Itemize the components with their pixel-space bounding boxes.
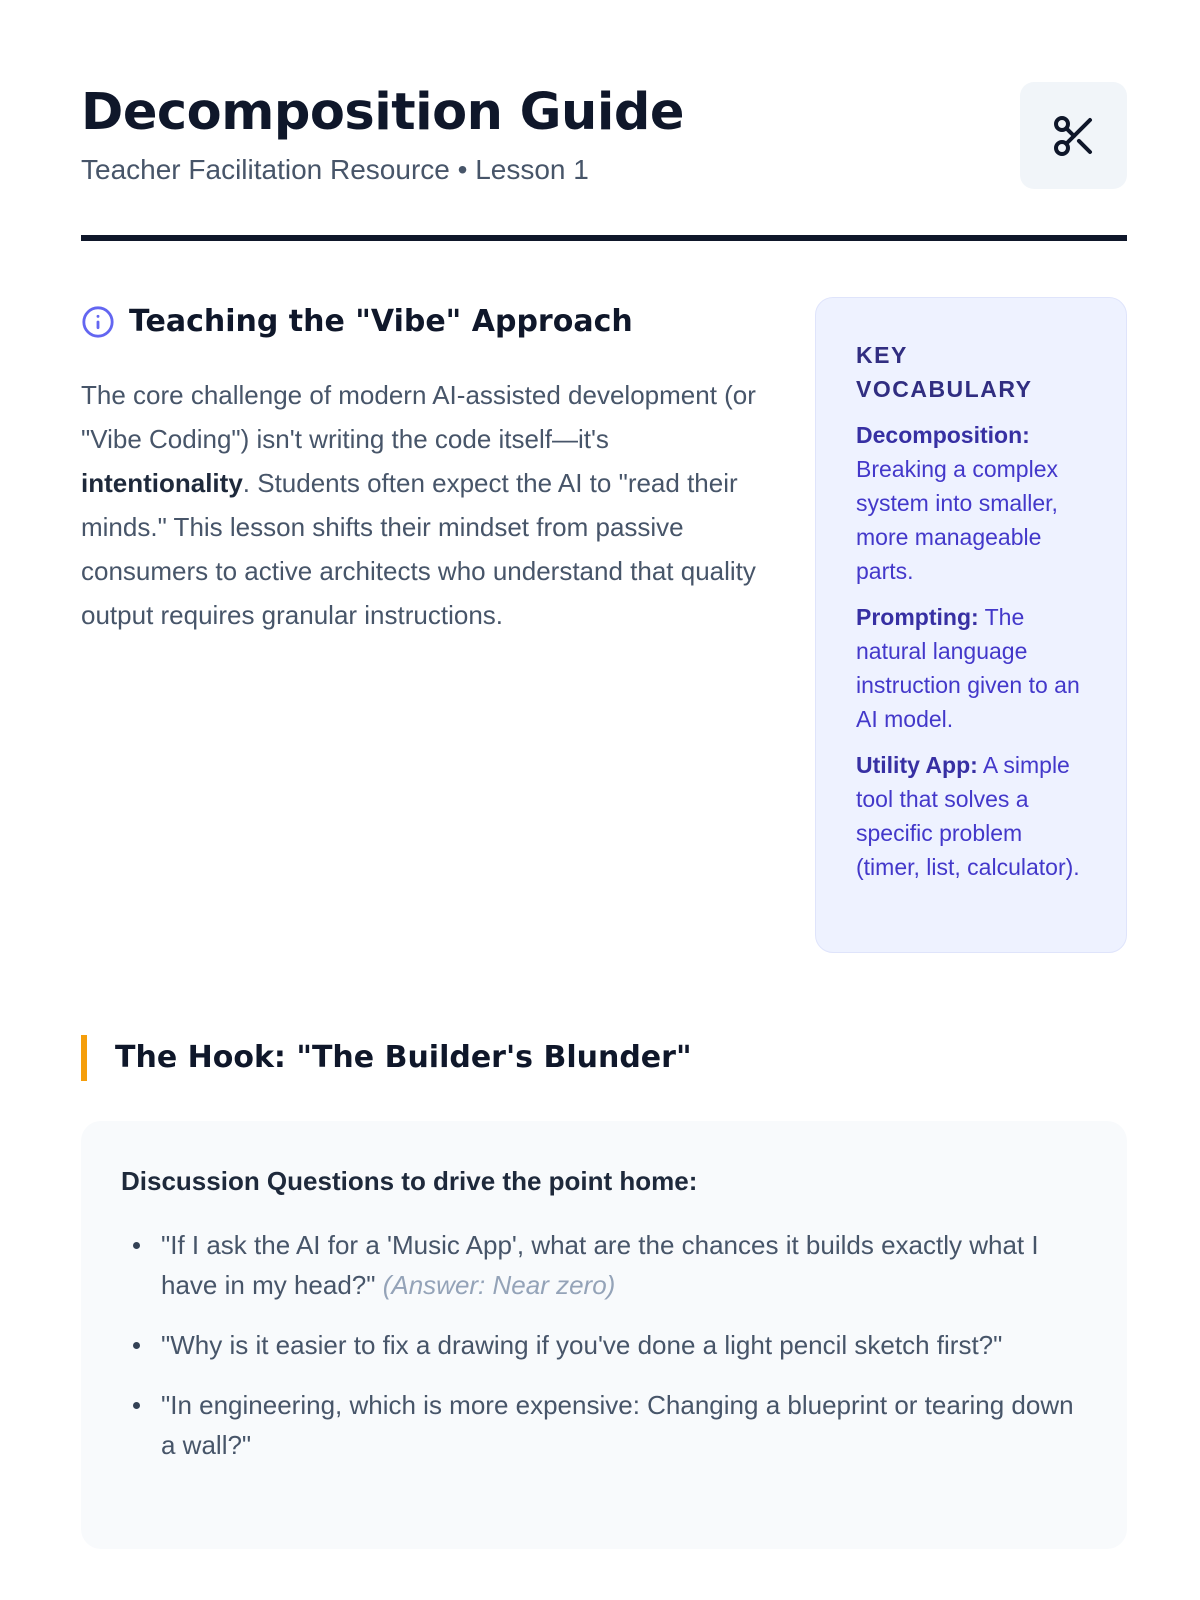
vocabulary-term: Utility App: bbox=[856, 752, 978, 778]
header-divider bbox=[81, 235, 1127, 241]
guide-page bbox=[81, 80, 1127, 1460]
intro-text-bold: intentionality bbox=[81, 468, 243, 498]
question-text: "In engineering, which is more expensive: Changing a blueprint or tearing down a wall?" bbox=[161, 1390, 1074, 1460]
vocabulary-definition: Breaking a complex system into smaller, more manageable parts. bbox=[856, 456, 1058, 584]
vocabulary-title: KEY VOCABULARY bbox=[856, 342, 1033, 402]
question-answer: (Answer: Near zero) bbox=[382, 1270, 616, 1300]
vocabulary-item bbox=[856, 418, 1090, 588]
discussion-questions-list bbox=[121, 1225, 1087, 1465]
intro-section bbox=[81, 297, 1127, 957]
page-header bbox=[81, 80, 1127, 240]
vocabulary-term: Prompting: bbox=[856, 604, 979, 630]
scissors-icon-tile bbox=[1020, 82, 1127, 189]
intro-text-after: . Students often expect the AI to "read their minds." This lesson shifts their mindset from passive consumers to active architects who understand that quality output requires granular instructions. bbox=[81, 468, 756, 630]
intro-heading: Teaching the "Vibe" Approach bbox=[129, 304, 633, 339]
intro-paragraph bbox=[81, 373, 761, 637]
key-vocabulary-card bbox=[815, 297, 1127, 953]
hook-heading: The Hook: "The Builder's Blunder" bbox=[115, 1040, 692, 1075]
vocabulary-definition: The natural language instruction given to an AI model. bbox=[856, 604, 1080, 732]
question-text: "If I ask the AI for a 'Music App', what are the chances it builds exactly what I have in my head?" bbox=[161, 1230, 1039, 1300]
intro-content bbox=[81, 297, 761, 637]
vocabulary-term: Decomposition: bbox=[856, 422, 1030, 448]
intro-heading-row bbox=[81, 297, 761, 347]
vocabulary-item bbox=[856, 748, 1090, 884]
list-item bbox=[121, 1225, 1087, 1305]
vocabulary-definition: A simple tool that solves a specific problem (timer, list, calculator). bbox=[856, 752, 1080, 880]
hook-section bbox=[81, 1035, 1127, 1460]
hook-heading-row bbox=[81, 1035, 1127, 1081]
info-circle-icon bbox=[81, 305, 115, 339]
discussion-card bbox=[81, 1121, 1127, 1549]
hook-accent-bar bbox=[81, 1035, 87, 1081]
scissors-icon bbox=[1050, 112, 1098, 160]
vocabulary-item bbox=[856, 600, 1090, 736]
list-item bbox=[121, 1325, 1087, 1365]
question-text: "Why is it easier to fix a drawing if you've done a light pencil sketch first?" bbox=[161, 1330, 1003, 1360]
page-title: Decomposition Guide bbox=[81, 83, 684, 142]
page-subtitle: Teacher Facilitation Resource • Lesson 1 bbox=[81, 154, 589, 185]
intro-text-before: The core challenge of modern AI-assisted development (or "Vibe Coding") isn't writing the code itself—it's bbox=[81, 380, 756, 454]
list-item bbox=[121, 1385, 1087, 1465]
discussion-title: Discussion Questions to drive the point home: bbox=[121, 1166, 698, 1196]
